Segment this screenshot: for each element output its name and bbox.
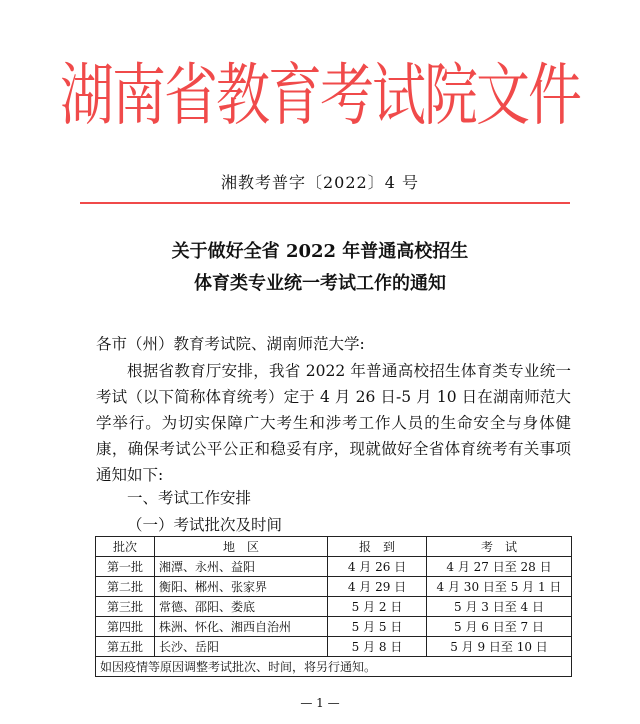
header-batch: 批次 (96, 537, 155, 557)
masthead-title: 湖南省教育考试院文件 (60, 55, 580, 135)
table-header-row (96, 537, 572, 557)
cell-region: 常德、邵阳、娄底 (155, 597, 328, 617)
schedule-table (95, 536, 572, 677)
header-exam: 考 试 (427, 537, 572, 557)
cell-region: 衡阳、郴州、张家界 (155, 577, 328, 597)
body-paragraph: 根据省教育厅安排，我省 2022 年普通高校招生体育类专业统一考试（以下简称体育统考）定于 4 月 26 日-5 月 10 日在湖南师范大学举行。为切实保障广大考生和涉考工作人员的生命安全与身体健康，确保考试公平公正和稳妥有序，现就做好全省体育统考有关事项通知如下: (96, 362, 571, 484)
document-number: 湘教考普字〔2022〕4 号 (221, 173, 419, 192)
cell-exam: 5 月 6 日至 7 日 (427, 617, 572, 637)
cell-report: 5 月 8 日 (328, 637, 427, 657)
cell-exam: 4 月 30 日至 5 月 1 日 (427, 577, 572, 597)
cell-exam: 5 月 3 日至 4 日 (427, 597, 572, 617)
table-note: 如因疫情等原因调整考试批次、时间，将另行通知。 (96, 657, 572, 677)
table-row (96, 557, 572, 577)
page-number: — 1 — (300, 696, 340, 710)
cell-report: 5 月 5 日 (328, 617, 427, 637)
cell-batch: 第三批 (96, 597, 155, 617)
notice-title-line-1: 关于做好全省 2022 年普通高校招生 (171, 241, 469, 262)
table-row (96, 637, 572, 657)
cell-report: 5 月 2 日 (328, 597, 427, 617)
table-row (96, 577, 572, 597)
cell-batch: 第二批 (96, 577, 155, 597)
table-row (96, 597, 572, 617)
notice-title (0, 236, 640, 300)
notice-title-line-2: 体育类专业统一考试工作的通知 (194, 273, 446, 294)
cell-batch: 第五批 (96, 637, 155, 657)
table-row (96, 617, 572, 637)
subsection-heading: （一）考试批次及时间 (127, 516, 283, 534)
section-heading: 一、考试工作安排 (127, 489, 252, 507)
cell-exam: 5 月 9 日至 10 日 (427, 637, 572, 657)
cell-region: 湘潭、永州、益阳 (155, 557, 328, 577)
cell-report: 4 月 26 日 (328, 557, 427, 577)
cell-batch: 第四批 (96, 617, 155, 637)
cell-report: 4 月 29 日 (328, 577, 427, 597)
red-divider-line (80, 202, 570, 204)
cell-exam: 4 月 27 日至 28 日 (427, 557, 572, 577)
cell-region: 株洲、怀化、湘西自治州 (155, 617, 328, 637)
header-report: 报 到 (328, 537, 427, 557)
header-region: 地 区 (155, 537, 328, 557)
cell-batch: 第一批 (96, 557, 155, 577)
table-note-row (96, 657, 572, 677)
cell-region: 长沙、岳阳 (155, 637, 328, 657)
addressee: 各市（州）教育考试院、湖南师范大学: (96, 335, 365, 353)
